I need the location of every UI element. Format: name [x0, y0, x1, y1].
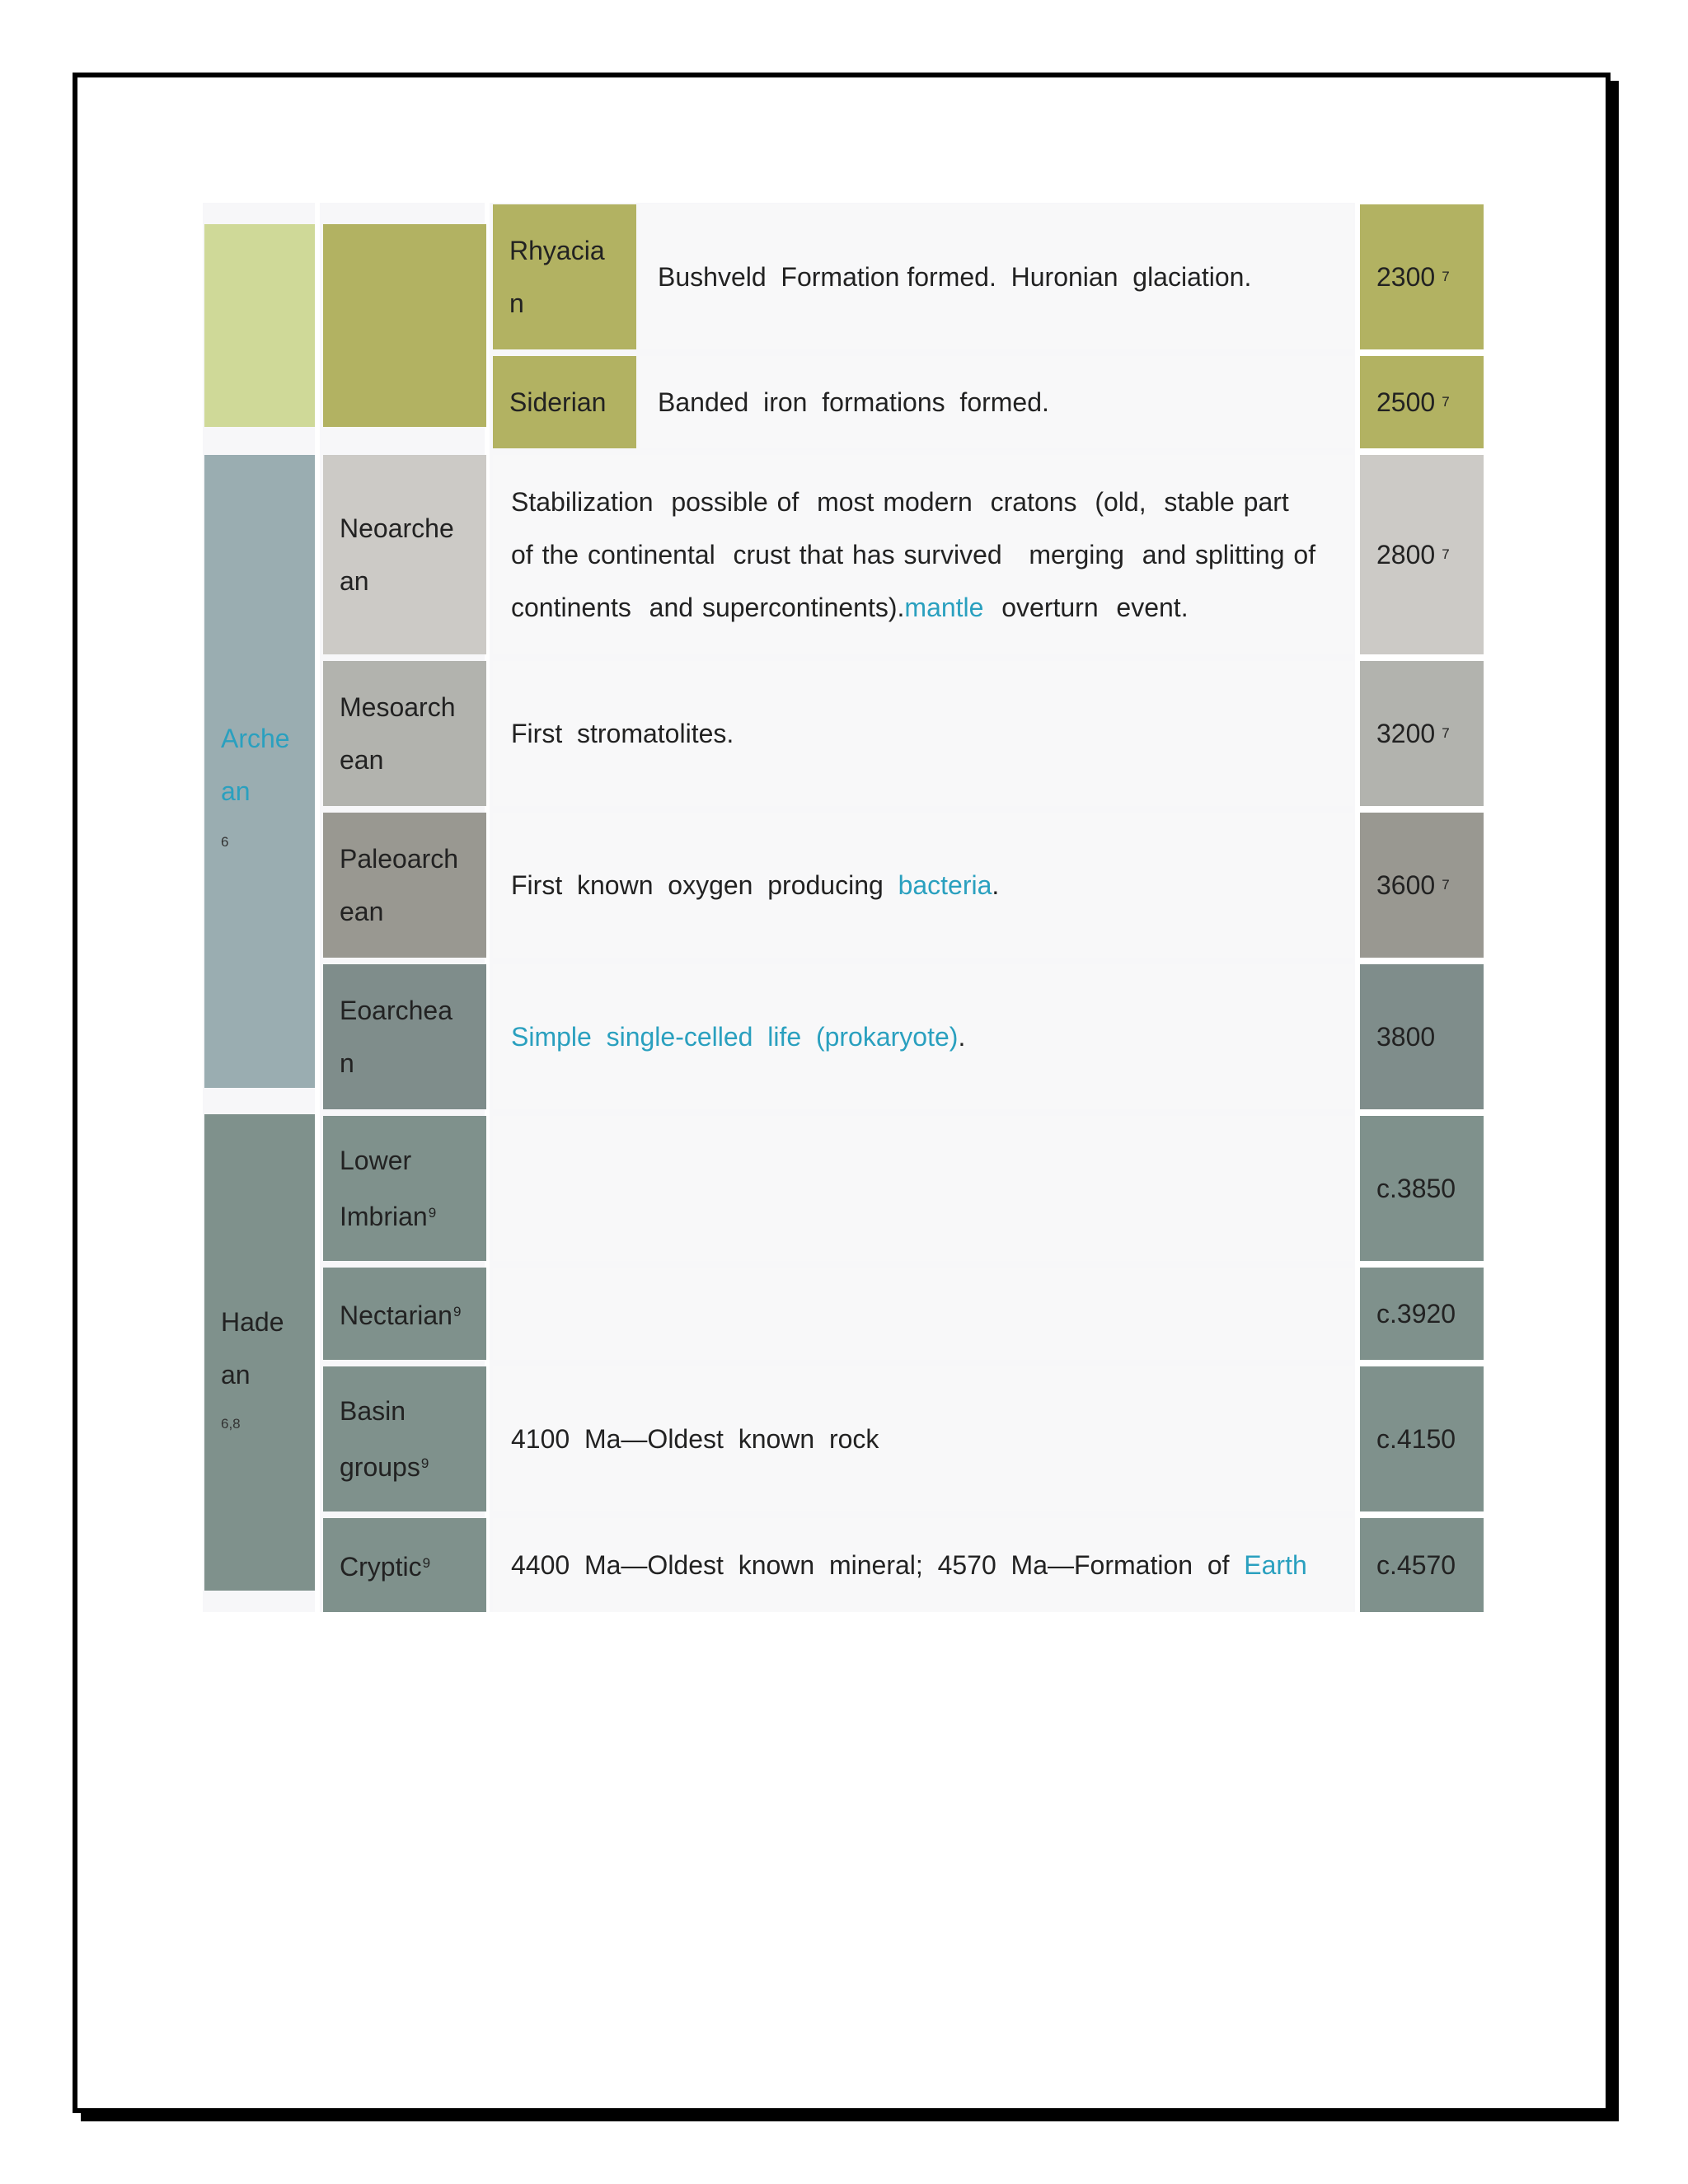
description-rhyacian-text: Bushveld Formation formed. Huronian glaciation. — [658, 262, 1252, 292]
age-2500-reference: 7 — [1442, 394, 1450, 410]
description-nectarian — [493, 1268, 1353, 1360]
age-cell-2300 — [1360, 204, 1484, 349]
era-neoarchean-line2: an — [340, 566, 369, 596]
age-3600-reference: 7 — [1442, 877, 1450, 893]
era-lower-imbrian-line2: Imbrian — [340, 1202, 428, 1231]
archean-eon-label[interactable] — [221, 712, 315, 818]
era-nectarian-label: Nectarian — [340, 1301, 452, 1330]
description-rhyacian — [640, 204, 1353, 349]
age-cell-2500 — [1360, 356, 1484, 448]
period-rhyacian — [493, 204, 636, 349]
description-eoarchean — [493, 964, 1353, 1109]
period-rhyacian-line1: Rhyacia — [509, 236, 605, 265]
basin-groups-reference: 9 — [420, 1455, 429, 1471]
period-siderian — [493, 356, 636, 448]
archean-eon-label-line2: an — [221, 776, 251, 806]
era-cryptic-label: Cryptic — [340, 1552, 422, 1582]
archean-eon-label-line1: Arche — [221, 724, 290, 753]
age-cell-4570 — [1360, 1518, 1484, 1612]
era-mesoarchean — [323, 661, 486, 806]
era-basin-groups-line1: Basin — [340, 1396, 406, 1426]
age-2500: 2500 — [1376, 387, 1436, 417]
era-paleoarchean-line1: Paleoarch — [340, 844, 459, 874]
era-neoarchean-line1: Neoarche — [340, 513, 454, 543]
prokaryote-link[interactable]: Simple single-celled life (prokaryote) — [511, 1022, 959, 1052]
description-mesoarchean-text: First stromatolites. — [511, 719, 734, 748]
age-3800: 3800 — [1376, 1022, 1436, 1052]
era-eoarchean — [323, 964, 486, 1109]
era-basin-groups — [323, 1366, 486, 1511]
age-3600: 3600 — [1376, 870, 1436, 900]
era-lower-imbrian — [323, 1116, 486, 1261]
era-cryptic — [323, 1518, 486, 1612]
hadean-eon-label-line2: an — [221, 1360, 251, 1390]
paleoproterozoic-era-cell — [323, 224, 486, 427]
age-cell-3200 — [1360, 661, 1484, 806]
description-basin-groups-text: 4100 Ma—Oldest known rock — [511, 1424, 879, 1454]
description-paleoarchean — [493, 813, 1353, 958]
age-cell-3850 — [1360, 1116, 1484, 1261]
age-3200-reference: 7 — [1442, 725, 1450, 741]
nectarian-reference: 9 — [452, 1304, 462, 1319]
age-cell-2800 — [1360, 455, 1484, 654]
hadean-eon-label — [221, 1296, 315, 1401]
age-cell-4150 — [1360, 1366, 1484, 1511]
earth-link[interactable]: Earth — [1244, 1550, 1307, 1580]
mantle-link[interactable]: mantle — [904, 593, 984, 622]
hadean-eon-reference: 6,8 — [221, 1416, 241, 1432]
era-paleoarchean-line2: ean — [340, 897, 384, 926]
bacteria-link[interactable]: bacteria — [898, 870, 992, 900]
cryptic-reference: 9 — [422, 1555, 431, 1571]
description-neoarchean-after: overturn event. — [983, 593, 1189, 622]
description-siderian — [640, 356, 1353, 448]
era-paleoarchean — [323, 813, 486, 958]
age-c4570: c.4570 — [1376, 1550, 1456, 1580]
hadean-eon-label-line1: Hade — [221, 1307, 284, 1337]
archean-eon-reference: 6 — [221, 834, 229, 850]
description-lower-imbrian — [493, 1116, 1353, 1261]
era-mesoarchean-line1: Mesoarch — [340, 692, 456, 722]
era-neoarchean — [323, 455, 486, 654]
era-lower-imbrian-line1: Lower — [340, 1146, 412, 1175]
age-2800-reference: 7 — [1442, 546, 1450, 562]
era-nectarian — [323, 1268, 486, 1360]
description-neoarchean-text: Stabilization possible of most modern cratons (old, stable part of the continental crust that has survived merging and splitting of continents and supercontinents). — [511, 487, 1325, 622]
era-eoarchean-line2: n — [340, 1048, 354, 1078]
age-2300: 2300 — [1376, 262, 1436, 292]
era-mesoarchean-line2: ean — [340, 745, 384, 775]
age-c3920: c.3920 — [1376, 1299, 1456, 1329]
proterozoic-eon-cell — [204, 224, 315, 427]
period-siderian-label: Siderian — [509, 387, 607, 417]
description-siderian-text: Banded iron formations formed. — [658, 387, 1049, 417]
lower-imbrian-reference: 9 — [428, 1205, 437, 1221]
description-paleoarchean-after: . — [992, 870, 1000, 900]
age-cell-3920 — [1360, 1268, 1484, 1360]
description-paleoarchean-text: First known oxygen producing — [511, 870, 898, 900]
age-2800: 2800 — [1376, 540, 1436, 569]
description-basin-groups — [493, 1366, 1353, 1511]
age-2300-reference: 7 — [1442, 269, 1450, 284]
era-eoarchean-line1: Eoarchea — [340, 996, 452, 1025]
description-mesoarchean — [493, 661, 1353, 806]
period-rhyacian-line2: n — [509, 288, 524, 318]
description-cryptic — [493, 1518, 1353, 1612]
age-cell-3800 — [1360, 964, 1484, 1109]
age-cell-3600 — [1360, 813, 1484, 958]
description-cryptic-text: 4400 Ma—Oldest known mineral; 4570 Ma—Formation of — [511, 1550, 1245, 1580]
age-c4150: c.4150 — [1376, 1424, 1456, 1454]
era-basin-groups-line2: groups — [340, 1452, 420, 1482]
description-eoarchean-after: . — [958, 1022, 966, 1052]
age-c3850: c.3850 — [1376, 1174, 1456, 1203]
age-3200: 3200 — [1376, 719, 1436, 748]
description-neoarchean — [493, 455, 1353, 654]
